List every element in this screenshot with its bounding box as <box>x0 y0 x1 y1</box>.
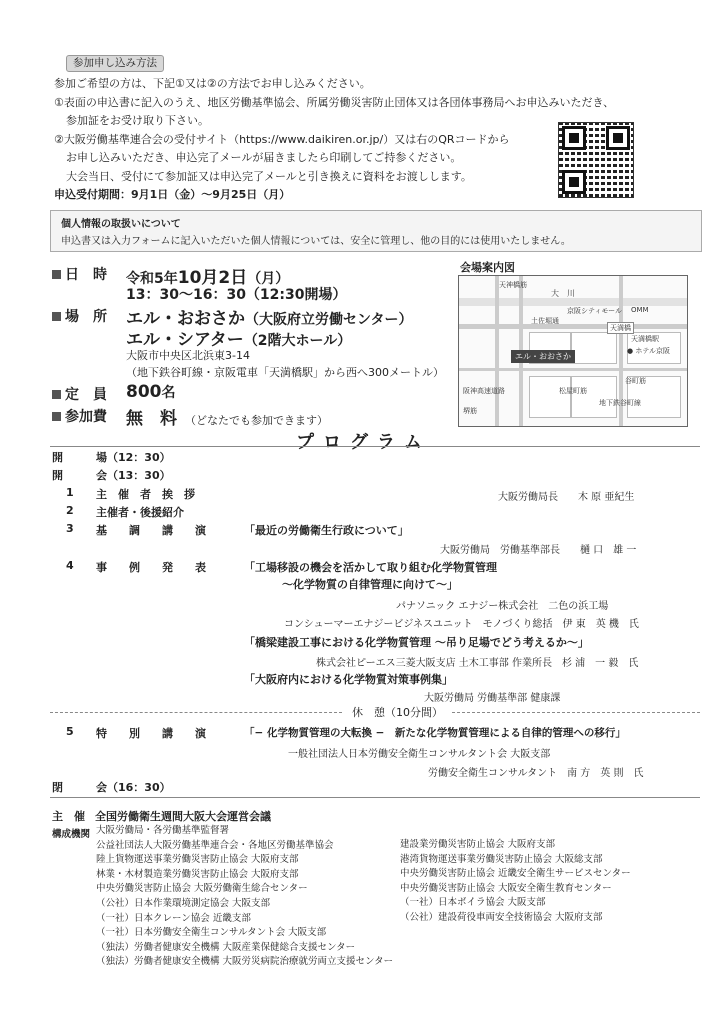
member-item: 林業・木材製造業労働災害防止協会 大阪府支部 <box>96 868 299 880</box>
item-speaker-org: 一般社団法人日本労働安全衛生コンサルタント会 大阪支部 <box>288 749 551 760</box>
venue1-name: エル・おおさか <box>126 309 245 329</box>
item-title-3: 「大阪府内における化学物質対策事例集」 <box>244 673 453 686</box>
organizer-value: 全国労働衛生週間大阪大会運営会議 <box>95 810 271 823</box>
map-label-omm: OMM <box>631 306 649 314</box>
member-item: （一社）日本ボイラ協会 大阪支部 <box>400 897 546 909</box>
method1-line2: 参加証をお受け取り下さい。 <box>66 114 209 127</box>
venue2-note: （2階大ホール） <box>243 333 352 349</box>
map-block <box>571 332 617 364</box>
date-label: 日 時 <box>65 267 107 283</box>
road-cross <box>459 368 687 371</box>
item-title-2: 「橋梁建設工事における化学物質管理 〜吊り足場でどう考えるか〜」 <box>244 636 589 649</box>
map-label-hotel: ● ホテル京阪 <box>627 347 670 355</box>
bullet-icon <box>52 270 61 279</box>
item-number: 3 <box>66 522 74 535</box>
date-row <box>52 264 107 284</box>
item-number: 5 <box>66 725 74 738</box>
application-note: 大会当日、受付にて参加証又は申込完了メールと引き換えに資料をお渡しします。 <box>66 170 472 183</box>
divider <box>50 797 700 798</box>
venue-map <box>458 275 688 427</box>
item-number: 2 <box>66 504 74 517</box>
divider <box>50 446 700 447</box>
capacity-unit: 名 <box>161 385 176 401</box>
organizer-label: 主 催 <box>52 810 85 823</box>
application-period: 申込受付期間：9月1日（金）〜9月25日（月） <box>54 188 291 201</box>
place-row <box>52 306 107 326</box>
map-venue-marker: エル・おおさか <box>511 350 575 363</box>
privacy-box <box>50 210 702 252</box>
road-tosahori <box>459 324 687 329</box>
map-title: 会場案内図 <box>460 261 515 274</box>
item-label: 基 調 講 演 <box>96 524 206 537</box>
privacy-body: 申込書又は入力フォームに記入いただいた個人情報については、安全に管理し、他の目的には使用いたしません。 <box>61 236 571 247</box>
date-weekday: （月） <box>247 271 290 287</box>
item-subtitle: 〜化学物質の自律管理に向けて〜」 <box>282 578 458 591</box>
capacity-label: 定 員 <box>65 387 107 403</box>
bullet-icon <box>52 412 61 421</box>
fee-label: 参加費 <box>65 409 107 425</box>
item-label: 特 別 講 演 <box>96 727 206 740</box>
member-item: （独法）労働者健康安全機構 大阪労災病院治療就労両立支援センター <box>96 956 394 968</box>
map-label-sakaisuji: 堺筋 <box>463 407 477 415</box>
map-label-keihan-city: 京阪シティモール <box>567 307 623 315</box>
members-right <box>400 838 631 926</box>
capacity-number: 800 <box>126 382 162 402</box>
member-item: 中央労働災害防止協会 大阪安全衛生教育センター <box>400 882 612 894</box>
map-river-label: 大 川 <box>551 289 575 298</box>
date-day: 10月2日 <box>177 268 248 288</box>
item-speaker: コンシューマーエナジービジネスユニット モノづくり総括 伊 東 英 機 氏 <box>284 619 639 630</box>
road-tenjinbashi <box>495 276 499 426</box>
privacy-title: 個人情報の取扱いについて <box>61 219 181 230</box>
item-speaker-3: 大阪労働局 労働基準部 健康課 <box>424 693 561 704</box>
item-number: 1 <box>66 486 74 499</box>
bullet-icon <box>52 390 61 399</box>
map-label-station: 天満橋駅 <box>631 335 659 343</box>
item-label: 主催者・後援紹介 <box>96 506 184 519</box>
member-item: 公益社団法人大阪労働基準連合会・各地区労働基準協会 <box>96 839 334 851</box>
map-label-tanimachi: 谷町筋 <box>625 377 646 385</box>
date-year: 令和5年 <box>126 271 178 287</box>
member-item: 中央労働災害防止協会 大阪労働衛生総合センター <box>96 883 308 895</box>
map-label-tosahori: 土佐堀通 <box>531 317 559 325</box>
place-label: 場 所 <box>65 309 107 325</box>
method2-line1: ②大阪労働基準連合会の受付サイト（https://www.daikiren.or.jp/）又は右のQRコードから <box>54 133 510 146</box>
item-speaker: 労働安全衛生コンサルタント 南 方 英 則 氏 <box>428 768 644 779</box>
venue1-note: （大阪府立労働センター） <box>245 312 413 328</box>
map-block <box>571 376 617 418</box>
venue-address: 大阪市中央区北浜東3-14 <box>126 349 250 362</box>
member-item: 建設業労働災害防止協会 大阪府支部 <box>400 839 556 850</box>
venue2-name: エル・シアター <box>126 330 244 350</box>
venue-access: （地下鉄谷町線・京阪電車「天満橋駅」から西へ300メートル） <box>126 366 444 379</box>
program-open: 開 場（12：30） <box>52 451 171 464</box>
time-value: 13：30〜16：30（12:30開場） <box>126 287 347 303</box>
method1-line1: ①表面の申込書に記入のうえ、地区労働基準協会、所属労働災害防止団体又は各団体事務局へお申込みいただき、 <box>54 96 615 109</box>
fee-note: （どなたでも参加できます） <box>185 414 328 427</box>
program-title: プログラム <box>296 432 431 453</box>
member-item: （一社）日本クレーン協会 近畿支部 <box>96 912 251 924</box>
member-item: （公社）日本作業環境測定協会 大阪支部 <box>96 897 271 909</box>
member-item: 大阪労働局・各労働基準監督署 <box>96 825 230 836</box>
organizer <box>52 805 271 824</box>
fee-amount: 無 料 <box>126 409 177 429</box>
fee-row <box>52 406 107 426</box>
qr-code[interactable] <box>558 122 634 198</box>
members-label: 構成機関 <box>52 829 91 840</box>
member-item: 陸上貨物運送事業労働災害防止協会 大阪府支部 <box>96 854 299 866</box>
break-line-left <box>50 712 342 713</box>
map-label-highway: 阪神高速道路 <box>463 387 505 395</box>
member-item: （独法）労働者健康安全機構 大阪産業保健総合支援センター <box>96 941 356 953</box>
fee-value <box>126 404 328 429</box>
item-number: 4 <box>66 559 74 572</box>
map-label-subway: 地下鉄谷町線 <box>599 399 641 407</box>
river <box>459 298 687 306</box>
map-label-tenmabashi: 天満橋 <box>607 322 634 334</box>
capacity-value <box>126 382 176 402</box>
method2-line2: お申し込みいただき、申込完了メールが届きましたら印刷してご持参ください。 <box>66 151 462 164</box>
bullet-icon <box>52 312 61 321</box>
break-label: 休 憩（10分間） <box>352 706 443 719</box>
item-speaker-org: パナソニック エナジー株式会社 二色の浜工場 <box>396 601 609 612</box>
map-block <box>529 376 571 418</box>
item-label: 事 例 発 表 <box>96 561 206 574</box>
item-speaker-2: 株式会社ピーエス三菱大阪支店 土木工事部 作業所長 杉 浦 一 毅 氏 <box>316 658 639 669</box>
program-start: 開 会（13：30） <box>52 469 171 482</box>
application-intro: 参加ご希望の方は、下記①又は②の方法でお申し込みください。 <box>54 77 371 90</box>
application-tag: 参加申し込み方法 <box>66 55 164 72</box>
member-item: （公社）建設荷役車両安全技術協会 大阪府支部 <box>400 911 603 923</box>
members-left <box>96 824 393 970</box>
item-title: 「− 化学物質管理の大転換 − 新たな化学物質管理による自律的管理への移行」 <box>244 727 626 739</box>
capacity-row <box>52 384 107 404</box>
item-speaker: 大阪労働局 労働基準部長 樋 口 雄 一 <box>440 545 637 556</box>
member-item: （一社）日本労働安全衛生コンサルタント会 大阪支部 <box>96 927 327 939</box>
item-speaker: 大阪労働局長 木 原 亜紀生 <box>498 492 635 503</box>
program-close: 閉 会（16：30） <box>52 781 171 794</box>
item-label: 主 催 者 挨 拶 <box>96 488 195 501</box>
map-label-tenjinbashi: 天神橋筋 <box>499 281 527 289</box>
item-title: 「最近の労働衛生行政について」 <box>244 524 409 537</box>
map-label-matsuyamachi: 松屋町筋 <box>559 387 587 395</box>
member-item: 港湾貨物運送事業労働災害防止協会 大阪総支部 <box>400 853 603 865</box>
item-title: 「工場移設の機会を活かして取り組む化学物質管理 <box>244 561 497 574</box>
break-line-right <box>452 712 700 713</box>
member-item: 中央労働災害防止協会 近畿安全衛生サービスセンター <box>400 868 631 880</box>
